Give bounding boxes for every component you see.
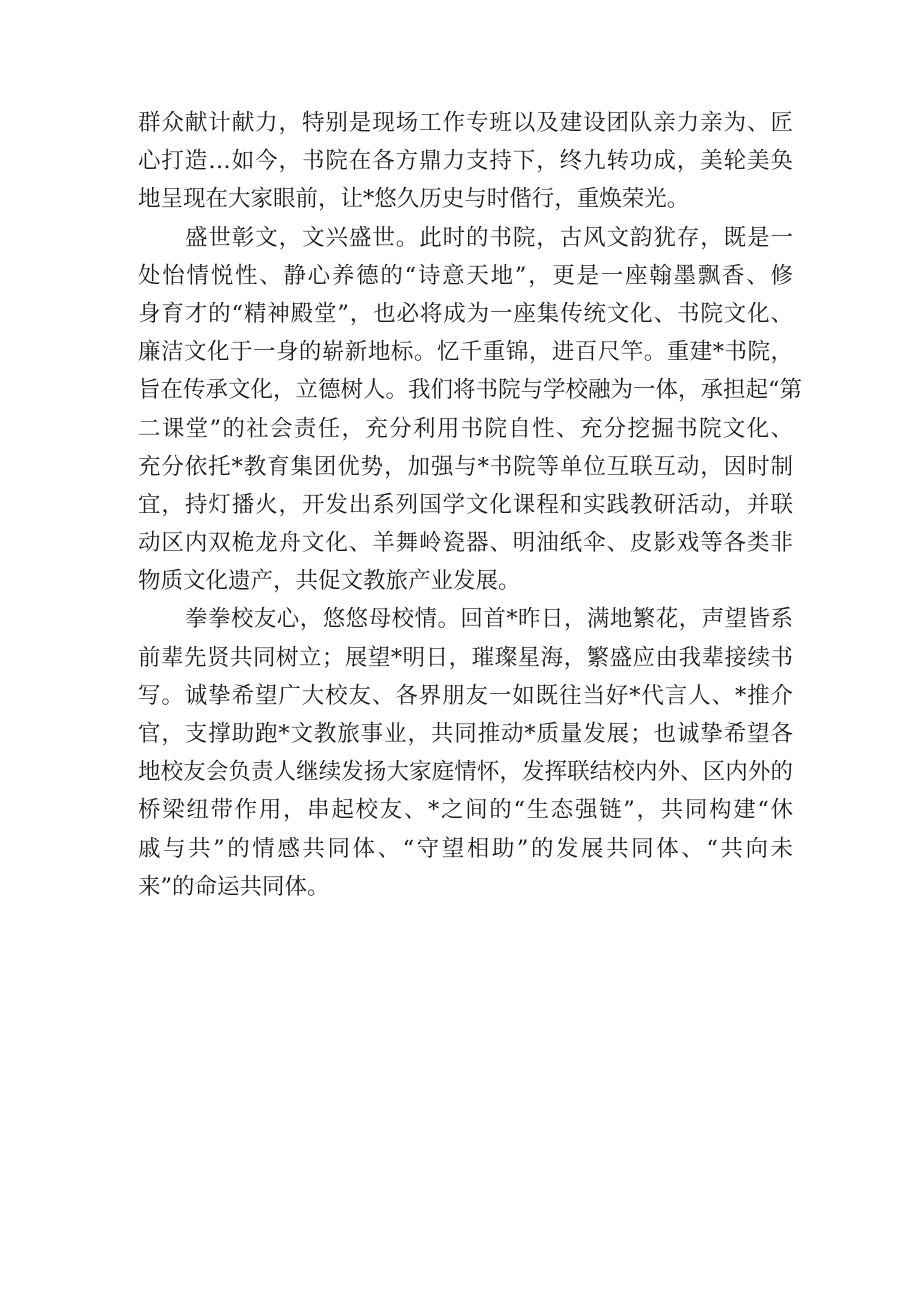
paragraph-3 bbox=[138, 600, 793, 906]
paragraph-2 bbox=[138, 219, 803, 601]
text-line: 身育才的“精神殿堂”，也必将成为一座集传统文化、书院文化、 bbox=[138, 300, 793, 327]
text-line: 戚与共”的情感共同体、“守望相助”的发展共同体、“共向未 bbox=[138, 835, 793, 862]
text-line: 物质文化遗产，共促文教旅产业发展。 bbox=[138, 568, 521, 595]
text-line: 拳拳校友心，悠悠母校情。回首*昨日，满地繁花，声望皆系 bbox=[185, 606, 793, 633]
text-line: 前辈先贤共同树立；展望*明日，璀璨星海，繁盛应由我辈接续书 bbox=[138, 644, 793, 671]
text-line: 来”的命运共同体。 bbox=[138, 873, 330, 900]
text-line: 旨在传承文化，立德树人。我们将书院与学校融为一体，承担起“第 bbox=[138, 377, 803, 404]
text-line: 二课堂”的社会责任，充分利用书院自性、充分挖掘书院文化、 bbox=[138, 415, 793, 442]
text-line: 心打造…如今，书院在各方鼎力支持下，终九转功成，美轮美奂 bbox=[138, 148, 793, 175]
text-line: 充分依托*教育集团优势，加强与*书院等单位互联互动，因时制 bbox=[138, 453, 793, 480]
text-line: 盛世彰文，文兴盛世。此时的书院，古风文韵犹存，既是一 bbox=[185, 224, 793, 251]
text-line: 写。诚挚希望广大校友、各界朋友一如既往当好*代言人、*推介 bbox=[138, 682, 793, 709]
text-line: 宜，持灯播火，开发出系列国学文化课程和实践教研活动，并联 bbox=[138, 491, 793, 518]
text-line: 地呈现在大家眼前，让*悠久历史与时偕行，重焕荣光。 bbox=[138, 186, 690, 213]
text-line: 群众献计献力，特别是现场工作专班以及建设团队亲力亲为、匠 bbox=[138, 110, 793, 136]
text-line: 桥梁纽带作用，串起校友、*之间的“生态强链”，共同构建“休 bbox=[138, 797, 793, 824]
text-line: 动区内双桅龙舟文化、羊舞岭瓷器、明油纸伞、皮影戏等各类非 bbox=[138, 530, 793, 557]
text-line: 处怡情悦性、静心养德的“诗意天地”，更是一座翰墨飘香、修 bbox=[138, 262, 793, 289]
text-line: 官，支撑助跑*文教旅事业，共同推动*质量发展；也诚挚希望各 bbox=[138, 721, 793, 747]
text-line: 地校友会负责人继续发扬大家庭情怀，发挥联结校内外、区内外的 bbox=[138, 759, 793, 786]
text-line: 廉洁文化于一身的崭新地标。忆千重锦，进百尺竿。重建*书院， bbox=[138, 339, 793, 366]
document-body bbox=[138, 104, 803, 906]
paragraph-1 bbox=[138, 104, 793, 219]
